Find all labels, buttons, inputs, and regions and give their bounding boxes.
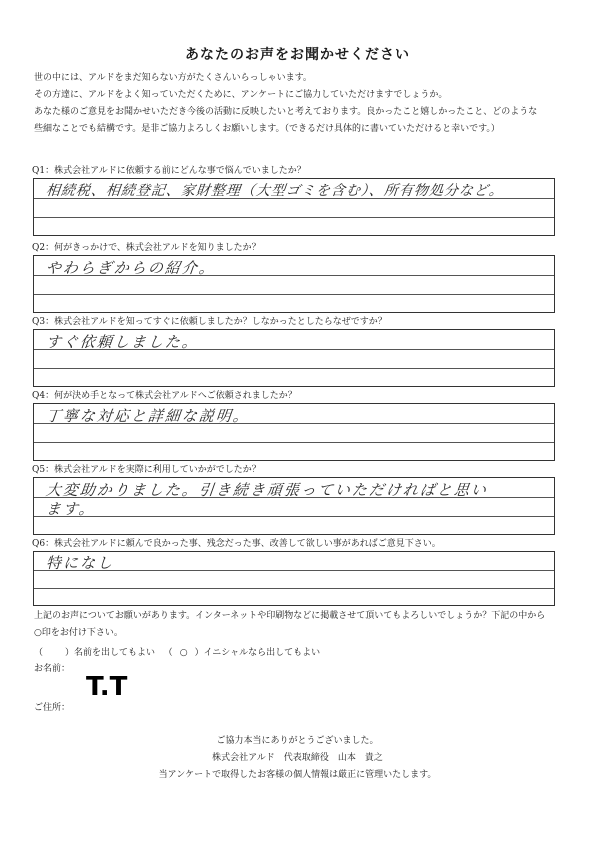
footer — [0, 733, 595, 784]
option-2-mark[interactable]: ○ — [179, 648, 188, 658]
intro-line: 世の中には、アルドをまだ知らない方がたくさんいらっしゃいます。 — [34, 73, 312, 83]
footer-privacy: 当アンケートで取得したお客様の個人情報は厳正に管理いたします。 — [158, 770, 437, 780]
question-2-label: Q2：何がきっかけで、株式会社アルドを知りましたか？ — [32, 243, 261, 253]
notice-line: 上記のお声についてお願いがあります。インターネットや印刷物などに掲載させて頂いてもよろしいでしょうか？下記の中から — [34, 611, 546, 621]
answer-box-1 — [33, 178, 555, 236]
answer-5-text: 大変助かりました。引き続き頑張っていただければと思い — [45, 481, 489, 499]
answer-box-4 — [33, 403, 555, 461]
answer-3-text: すぐ依頼しました。 — [45, 333, 200, 351]
consent-options: （ ）名前を出してもよい （ ○ ）イニシャルなら出してもよい — [34, 648, 321, 658]
answer-6-text: 特になし — [46, 554, 115, 572]
address-label: ご住所： — [34, 703, 71, 713]
option-2-label: イニシャルなら出してもよい — [203, 648, 321, 658]
name-initials: T.T — [86, 672, 128, 702]
answer-2-text: やわらぎからの紹介。 — [45, 259, 217, 277]
answer-1-text: 相続税、相続登記、家財整理（大型ゴミを含む）、所有物処分など。 — [45, 183, 505, 199]
option-1-label: 名前を出してもよい — [74, 648, 156, 658]
question-1-label: Q1：株式会社アルドに依頼する前にどんな事で悩んでいましたか？ — [32, 166, 306, 176]
question-3-label: Q3：株式会社アルドを知ってすぐに依頼しましたか？しなかったとしたらなぜですか？ — [32, 317, 387, 327]
footer-company: 株式会社アルド 代表取締役 山本 貴之 — [212, 753, 383, 763]
question-4-label: Q4：何が決め手となって株式会社アルドへご依頼されましたか？ — [32, 391, 297, 401]
question-6-label: Q6：株式会社アルドに頼んで良かった事、残念だった事、改善して欲しい事があればご意見下さい。 — [32, 539, 441, 549]
question-5-label: Q5：株式会社アルドを実際に利用していかがでしたか？ — [32, 465, 261, 475]
answer-4-text: 丁寧な対応と詳細な説明。 — [45, 407, 251, 425]
publication-notice — [34, 608, 564, 642]
intro-text — [34, 70, 574, 138]
intro-line: その方達に、アルドをよく知っていただくために、アンケートにご協力していただけますでしょうか。 — [34, 90, 448, 100]
footer-thanks: ご協力本当にありがとうございました。 — [216, 736, 379, 746]
answer-box-3 — [33, 329, 555, 387]
intro-line: あなた様のご意見をお聞かせいただき今後の活動に反映したいと考えております。良かったこと嬉しかったこと、どのような — [34, 107, 538, 117]
answer-box-2 — [33, 255, 555, 313]
name-label: お名前： — [34, 664, 71, 674]
page-title: あなたのお声をお聞かせください — [185, 47, 410, 63]
answer-5-text-line2: ます。 — [45, 500, 97, 518]
answer-box-5 — [33, 477, 555, 535]
notice-line: ○印をお付け下さい。 — [34, 628, 123, 638]
intro-line: 些細なことでも結構です。是非ご協力よろしくお願いします。（できるだけ具体的に書いていただけると幸いです。） — [34, 124, 500, 134]
answer-box-6 — [33, 551, 555, 606]
